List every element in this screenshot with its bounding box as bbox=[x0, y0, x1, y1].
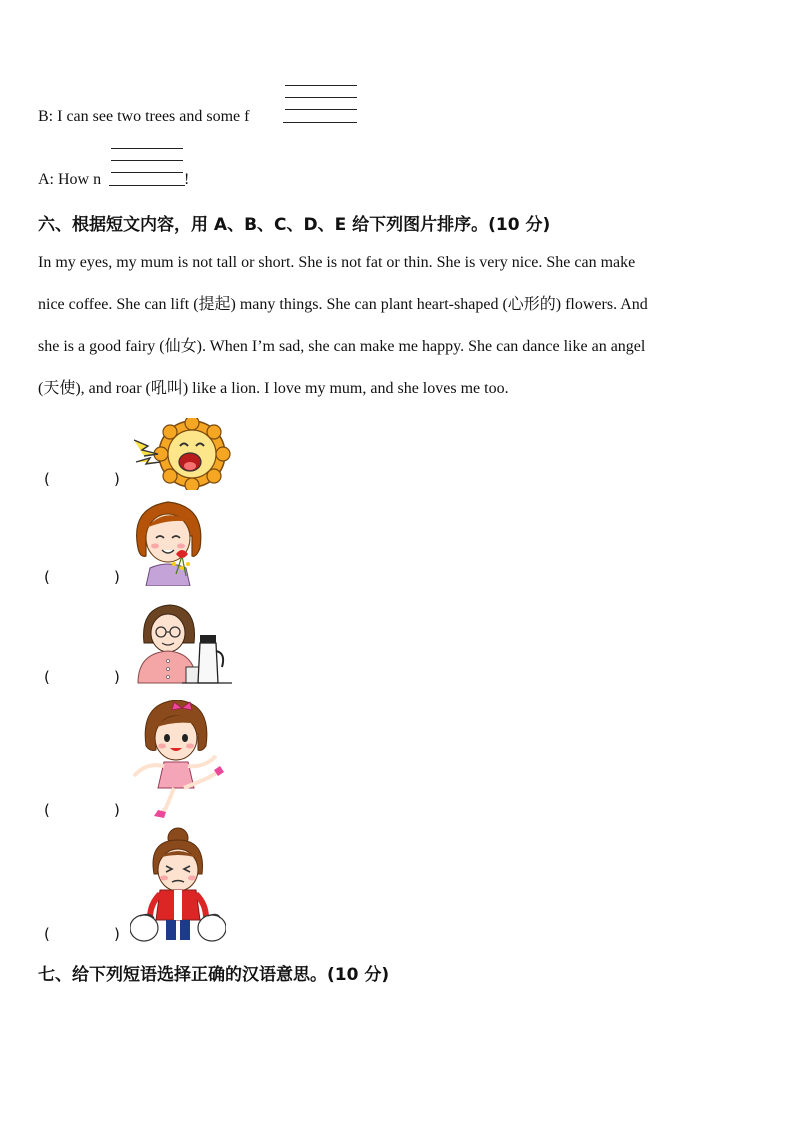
blank-line bbox=[283, 122, 357, 123]
blank-line bbox=[111, 160, 183, 161]
girl-dancing-picture bbox=[130, 700, 226, 820]
girl-with-flower-picture bbox=[130, 498, 208, 586]
blank-line bbox=[111, 172, 183, 173]
blank-line bbox=[111, 148, 183, 149]
passage-line: (天使), and roar (吼叫) like a lion. I love my mum, and she loves me too. bbox=[38, 380, 509, 397]
woman-lifting-bags-picture bbox=[130, 826, 226, 944]
section-7-heading: 七、给下列短语选择正确的汉语意思。(10 分) bbox=[38, 965, 390, 985]
answer-slot[interactable]: ( ) bbox=[44, 801, 120, 819]
blank-line bbox=[285, 85, 357, 86]
blank-line bbox=[285, 97, 357, 98]
passage-line: nice coffee. She can lift (提起) many things. She can plant heart-shaped (心形的) flowers. And bbox=[38, 296, 648, 313]
passage-line: she is a good fairy (仙女). When I’m sad, she can make me happy. She can dance like an angel bbox=[38, 338, 646, 355]
answer-slot[interactable]: ( ) bbox=[44, 925, 120, 943]
woman-making-coffee-picture bbox=[130, 603, 234, 685]
answer-slot[interactable]: ( ) bbox=[44, 668, 120, 686]
blank-line bbox=[109, 185, 185, 186]
answer-slot[interactable]: ( ) bbox=[44, 568, 120, 586]
passage-line: In my eyes, my mum is not tall or short. She is not fat or thin. She is very nice. She can make bbox=[38, 254, 636, 271]
dialogue-b-line: B: I can see two trees and some f bbox=[38, 108, 250, 125]
answer-slot[interactable]: ( ) bbox=[44, 470, 120, 488]
blank-line bbox=[285, 109, 357, 110]
reading-passage bbox=[38, 242, 758, 410]
dialogue-a-end: ! bbox=[184, 171, 190, 188]
lion-roaring-picture bbox=[130, 418, 240, 490]
dialogue-a-line bbox=[38, 171, 190, 189]
dialogue-a-text: A: How n bbox=[38, 171, 102, 188]
section-6-heading: 六、根据短文内容，用 A、B、C、D、E 给下列图片排序。(10 分) bbox=[38, 215, 551, 235]
